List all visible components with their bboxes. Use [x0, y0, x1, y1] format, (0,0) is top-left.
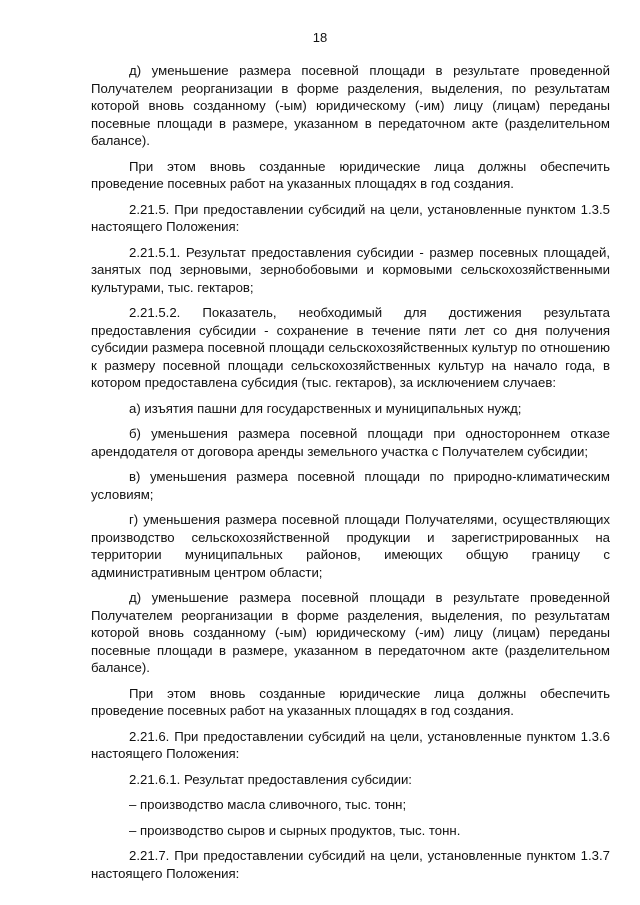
page-number: 18 [312, 30, 328, 45]
paragraph-exception-g: г) уменьшения размера посевной площади Получателями, осуществляющих производство сельскохозяйственной продукции и зарегистрированных на территории муниципальных районов, имеющих общую границу с административным центром области; [91, 512, 610, 580]
paragraph-reorganization-d-1: д) уменьшение размера посевной площади в результате проведенной Получателем реорганизации в форме разделения, выделения, по результатам которой вновь созданному (-ым) юридическому (-им) лицу (лицам) переданы посевные площади в размере, указанном в передаточном акте (разделительном балансе). [91, 63, 610, 148]
paragraph-2-21-5-2: 2.21.5.2. Показатель, необходимый для достижения результата предоставления субсидии - сохранение в течение пяти лет со дня получения субсидии размера посевной площади сельскохозяйственных культур по отношению к размеру посевной площади сельскохозяйственных культур на начало года, в котором предоставлена субсидия (тыс. гектаров), за исключением случаев: [91, 305, 610, 390]
paragraph-exception-b: б) уменьшения размера посевной площади при одностороннем отказе арендодателя от договора аренды земельного участка с Получателем субсидии; [91, 426, 610, 459]
paragraph-new-entities-1: При этом вновь созданные юридические лица должны обеспечить проведение посевных работ на указанных площадях в год создания. [91, 158, 610, 191]
paragraph-new-entities-2: При этом вновь созданные юридические лица должны обеспечить проведение посевных работ на указанных площадях в год создания. [91, 685, 610, 718]
list-item-butter: – производство масла сливочного, тыс. тонн; [129, 797, 407, 812]
document-body [91, 62, 610, 890]
paragraph-exception-v: в) уменьшения размера посевной площади по природно-климатическим условиям; [91, 469, 610, 502]
paragraph-reorganization-d-2: д) уменьшение размера посевной площади в результате проведенной Получателем реорганизации в форме разделения, выделения, по результатам которой вновь созданному (-ым) юридическому (-им) лицу (лицам) переданы посевные площади в размере, указанном в передаточном акте (разделительном балансе). [91, 590, 610, 675]
paragraph-2-21-5: 2.21.5. При предоставлении субсидий на цели, установленные пунктом 1.3.5 настоящего Положения: [91, 201, 610, 234]
list-item-cheese: – производство сыров и сырных продуктов, тыс. тонн. [129, 822, 461, 838]
paragraph-2-21-7: 2.21.7. При предоставлении субсидий на цели, установленные пунктом 1.3.7 настоящего Положения: [91, 848, 610, 881]
paragraph-exception-a: а) изъятия пашни для государственных и муниципальных нужд; [129, 400, 522, 416]
paragraph-2-21-6: 2.21.6. При предоставлении субсидий на цели, установленные пунктом 1.3.6 настоящего Положения: [91, 728, 610, 761]
paragraph-2-21-6-1: 2.21.6.1. Результат предоставления субсидии: [129, 771, 412, 787]
paragraph-2-21-5-1: 2.21.5.1. Результат предоставления субсидии - размер посевных площадей, занятых под зерновыми, зернобобовыми и кормовыми сельскохозяйственными культурами, тыс. гектаров; [91, 244, 610, 295]
